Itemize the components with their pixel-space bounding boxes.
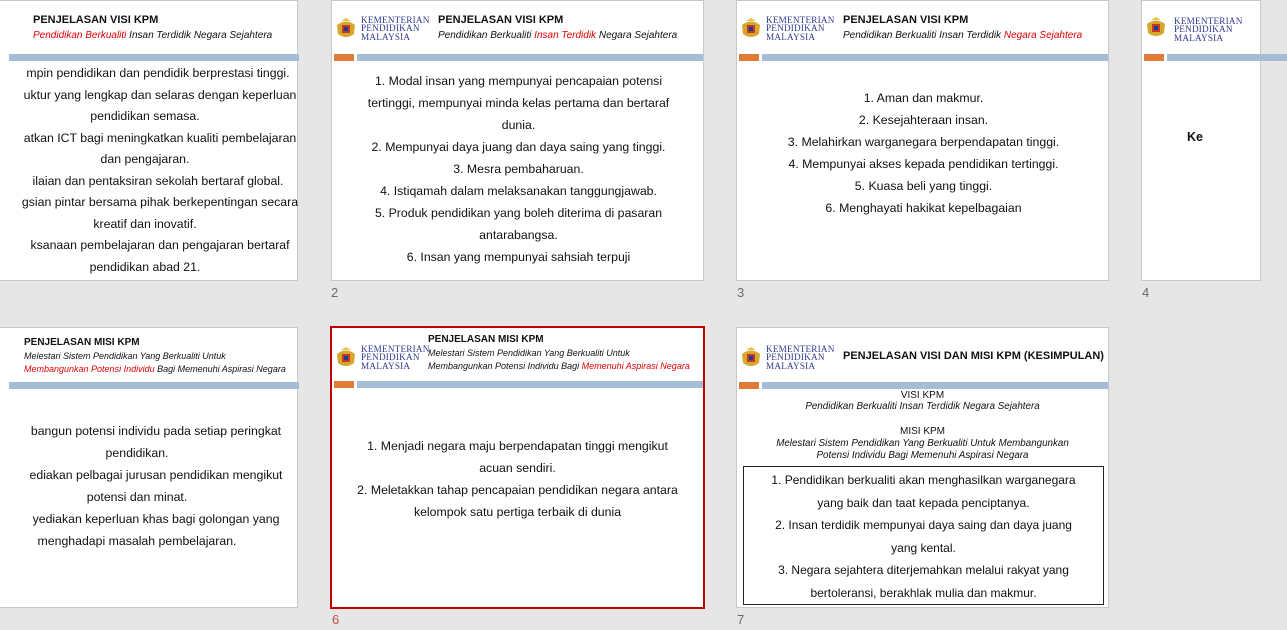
slide-body: bangun potensi individu pada setiap peringkat pendidikan. ediakan pelbagai jurusan pendidikan mengikut potensi dan minat. yediakan keperluan khas bagi golongan yang menghadapi masalah pembelajaran. [29,424,283,548]
header-bar-blue [762,54,1108,61]
header-bar-blue [357,54,703,61]
header-bar-orange [334,54,354,61]
crest-icon [1144,16,1168,40]
slide-body: mpin pendidikan dan pendidik berprestasi tinggi. uktur yang lengkap dan selaras dengan keperluan pendidikan semasa. atkan ICT bagi meningkatkan kualiti pembelajaran dan pengajaran. ilaian dan pentaksiran sekolah bertaraf global. gsian pintar bersama pihak berkepentingan secara kreatif dan inovatif. ksanaan pembelajaran dan pengajaran bertaraf pendidikan abad 21. [21,66,299,274]
kpm-logo: KEMENTERIAN PENDIDIKAN MALAYSIA [739,16,835,41]
slide-thumbnail-7[interactable] [736,327,1109,608]
slide-subtitle: Pendidikan Berkualiti Insan Terdidik Negara Sejahtera [843,30,1083,41]
header-bar-orange [334,381,354,388]
header-bar-orange [739,382,759,389]
crest-icon [334,346,358,370]
crest-icon [334,17,358,41]
slide-subtitle-line2: Membangunkan Potensi Individu Bagi Memenuhi Aspirasi Negara [428,361,690,371]
crest-icon [739,346,763,370]
slide-thumbnail-2[interactable] [331,0,704,281]
header-bar-orange [1144,54,1164,61]
header-bar-blue [357,381,703,388]
slide-subtitle: Pendidikan Berkualiti Insan Terdidik Negara Sejahtera [33,30,273,41]
slide-number: 7 [737,612,745,627]
slide-subtitle-line2: Membangunkan Potensi Individu Bagi Memenuhi Aspirasi Negara [24,364,286,374]
slide-body: 1. Menjadi negara maju berpendapatan tinggi mengikut acuan sendiri. 2. Meletakkan tahap pencapaian pendidikan negara antara kelompok satu pertiga terbaik di dunia [357,439,678,519]
header-bar-orange [739,54,759,61]
slide-body: 1. Modal insan yang mempunyai pencapaian potensi tertinggi, mempunyai minda kelas pertama dan bertaraf dunia. 2. Mempunyai daya juang dan daya saing yang tinggi. 3. Mesra pembaharuan. 4. Istiqamah dalam melaksanakan tanggungjawab. 5. Produk pendidikan yang boleh diterima di pasaran antarabangsa. 6. Insan yang mempunyai sahsiah terpuji [367,74,670,264]
header-bar-blue [9,382,299,389]
slide-title: PENJELASAN VISI DAN MISI KPM (KESIMPULAN) [843,350,1104,362]
misi-label: MISI KPM [899,426,945,437]
kpm-logo: KEMENTERIAN PENDIDIKAN MALAYSIA [334,345,430,370]
header-bar-blue [1167,54,1287,61]
conclusion-box: 1. Pendidikan berkualiti akan menghasilkan warganegara yang baik dan taat kepada penciptanya. 2. Insan terdidik mempunyai daya saing dan daya juang yang kental. 3. Negara sejahtera diterjemahkan melalui rakyat yang bertoleransi, berakhlak mulia dan makmur. [743,466,1104,605]
slide-subtitle-line1: Melestari Sistem Pendidikan Yang Berkualiti Untuk [24,351,226,361]
kpm-logo: KEMENTERIAN PENDIDIKAN MALAYSIA [739,345,835,370]
visi-block [737,390,1108,412]
slide-title: PENJELASAN VISI KPM [438,14,564,26]
slide-body-fragment: Ke [1187,130,1203,144]
misi-block [737,426,1108,462]
slide-thumbnail-1[interactable] [0,0,298,281]
slide-number: 3 [737,285,745,300]
slide-title: PENJELASAN VISI KPM [843,14,969,26]
slide-thumbnail-6-selected[interactable] [330,326,705,609]
slide-thumbnail-5[interactable] [0,327,298,608]
misi-text-2: Potensi Individu Bagi Memenuhi Aspirasi Negara [816,450,1029,461]
slide-body: 1. Aman dan makmur. 2. Kesejahteraan insan. 3. Melahirkan warganegara berpendapatan tinggi. 4. Mempunyai akses kepada pendidikan tertinggi. 5. Kuasa beli yang tinggi. 6. Menghayati hakikat kepelbagaian [787,91,1060,215]
slide-number: 4 [1142,285,1150,300]
misi-text-1: Melestari Sistem Pendidikan Yang Berkualiti Untuk Membangunkan [776,438,1069,449]
kpm-logo: KEMENTERIAN PENDIDIKAN MALAYSIA [334,16,430,41]
visi-text: Pendidikan Berkualiti Insan Terdidik Negara Sejahtera [805,401,1040,412]
slide-title: PENJELASAN VISI KPM [33,14,159,26]
slide-title: PENJELASAN MISI KPM [24,337,140,348]
slide-subtitle-line1: Melestari Sistem Pendidikan Yang Berkualiti Untuk [428,348,630,358]
header-bar-blue [9,54,299,61]
slide-number: 6 [332,612,340,627]
slide-number: 2 [331,285,339,300]
slide-subtitle: Pendidikan Berkualiti Insan Terdidik Negara Sejahtera [438,30,678,41]
header-bar-blue [762,382,1108,389]
visi-label: VISI KPM [900,390,945,401]
crest-icon [739,17,763,41]
slide-thumbnail-4[interactable]: KEMENTERIAN PENDIDIKAN MALAYSIA Ke [1141,0,1261,281]
slide-thumbnail-3[interactable] [736,0,1109,281]
slide-title: PENJELASAN MISI KPM [428,334,544,345]
